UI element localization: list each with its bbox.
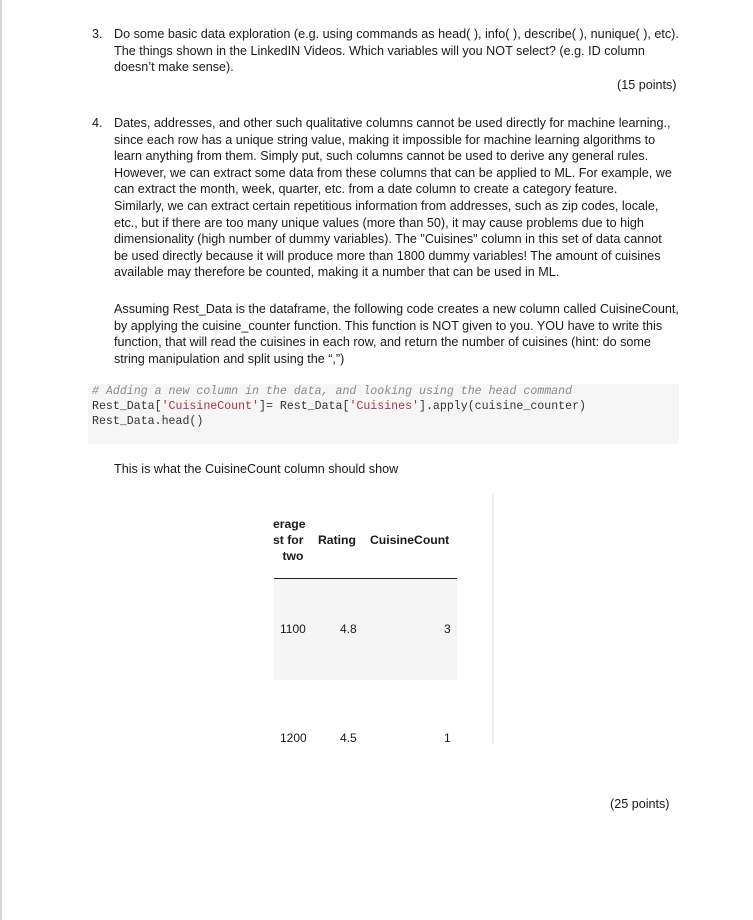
text-line: string manipulation and split using the “,”) <box>114 351 345 366</box>
code-token: ].apply(cuisine_counter) <box>419 400 586 413</box>
text-line: since each row has a unique string value, making it impossible for machine learning algorithms to <box>114 132 656 147</box>
question-text <box>114 115 672 281</box>
text-line: doesn’t make sense). <box>114 60 234 75</box>
page-edge <box>0 0 2 920</box>
text-line: by applying the cuisine_counter function. This function is NOT given to you. YOU have to write this <box>114 318 663 333</box>
text-line: However, we can extract some data from these columns that can be applied to ML. For example, we <box>114 165 672 180</box>
rating-cell: 4.5 <box>340 731 357 745</box>
rating-cell: 4.8 <box>340 622 357 636</box>
table-border <box>492 494 494 744</box>
cuisinecount-header: CuisineCount <box>370 533 450 547</box>
text-line: available may therefore be counted, making it a number that can be used in ML. <box>114 265 560 280</box>
question-4-paragraph-2 <box>114 301 694 367</box>
caption: This is what the CuisineCount column should show <box>114 462 399 476</box>
count-cell: 3 <box>444 622 451 636</box>
count-cell: 1 <box>444 731 451 745</box>
question-number: 3. <box>92 27 103 41</box>
code-token: ]= Rest_Data[ <box>258 400 350 413</box>
code-comment: # Adding a new column in the data, and looking using the head command <box>92 385 573 398</box>
text-line: learn anything from them. Simply put, such columns cannot be used to derive any general rules. <box>114 149 649 164</box>
question-number: 4. <box>92 116 103 130</box>
code-block <box>88 384 679 444</box>
code-line <box>92 399 679 414</box>
text-line: Similarly, we can extract certain repetitious information from addresses, such as zip codes, locale, <box>114 198 659 213</box>
points-label: (25 points) <box>610 797 670 811</box>
code-string: 'CuisineCount' <box>161 400 259 413</box>
header-line: erage <box>273 517 306 531</box>
cost-cell: 1100 <box>280 622 306 636</box>
header-line: st for <box>273 533 304 547</box>
cost-header <box>273 516 313 564</box>
cost-cell: 1200 <box>280 731 307 745</box>
code-line: Rest_Data.head() <box>92 415 204 428</box>
text-line: Assuming Rest_Data is the dataframe, the following code creates a new column called CuisineCount, <box>114 302 679 316</box>
cuisine-count-table <box>272 494 494 744</box>
text-line: Do some basic data exploration (e.g. using commands as head( ), info( ), describe( ), nunique( ), etc). <box>114 27 679 41</box>
text-line: function, that will read the cuisines in each row, and return the number of cuisines (hint: do some <box>114 335 651 350</box>
text-line: can extract the month, week, quarter, etc. from a date column to create a category feature. <box>114 182 618 197</box>
code-string: 'Cuisines' <box>349 400 420 413</box>
header-line: two <box>282 549 304 563</box>
text-line: Dates, addresses, and other such qualitative columns cannot be used directly for machine learning., <box>114 116 671 130</box>
text-line: etc., but if there are too many unique values (more than 50), it may cause problems due to high <box>114 215 644 230</box>
text-line: The things shown in the LinkedIN Videos. Which variables will you NOT select? (e.g. ID column <box>114 43 645 58</box>
text-line: dimensionality (high number of dummy variables). The "Cuisines" column in this set of data cannot <box>114 232 662 247</box>
code-token: Rest_Data[ <box>92 400 162 413</box>
text-line: be used directly because it will produce more than 1800 dummy variables! The amount of cuisines <box>114 248 661 263</box>
question-text <box>114 26 679 76</box>
rating-header: Rating <box>318 533 356 547</box>
points-label: (15 points) <box>617 78 677 92</box>
